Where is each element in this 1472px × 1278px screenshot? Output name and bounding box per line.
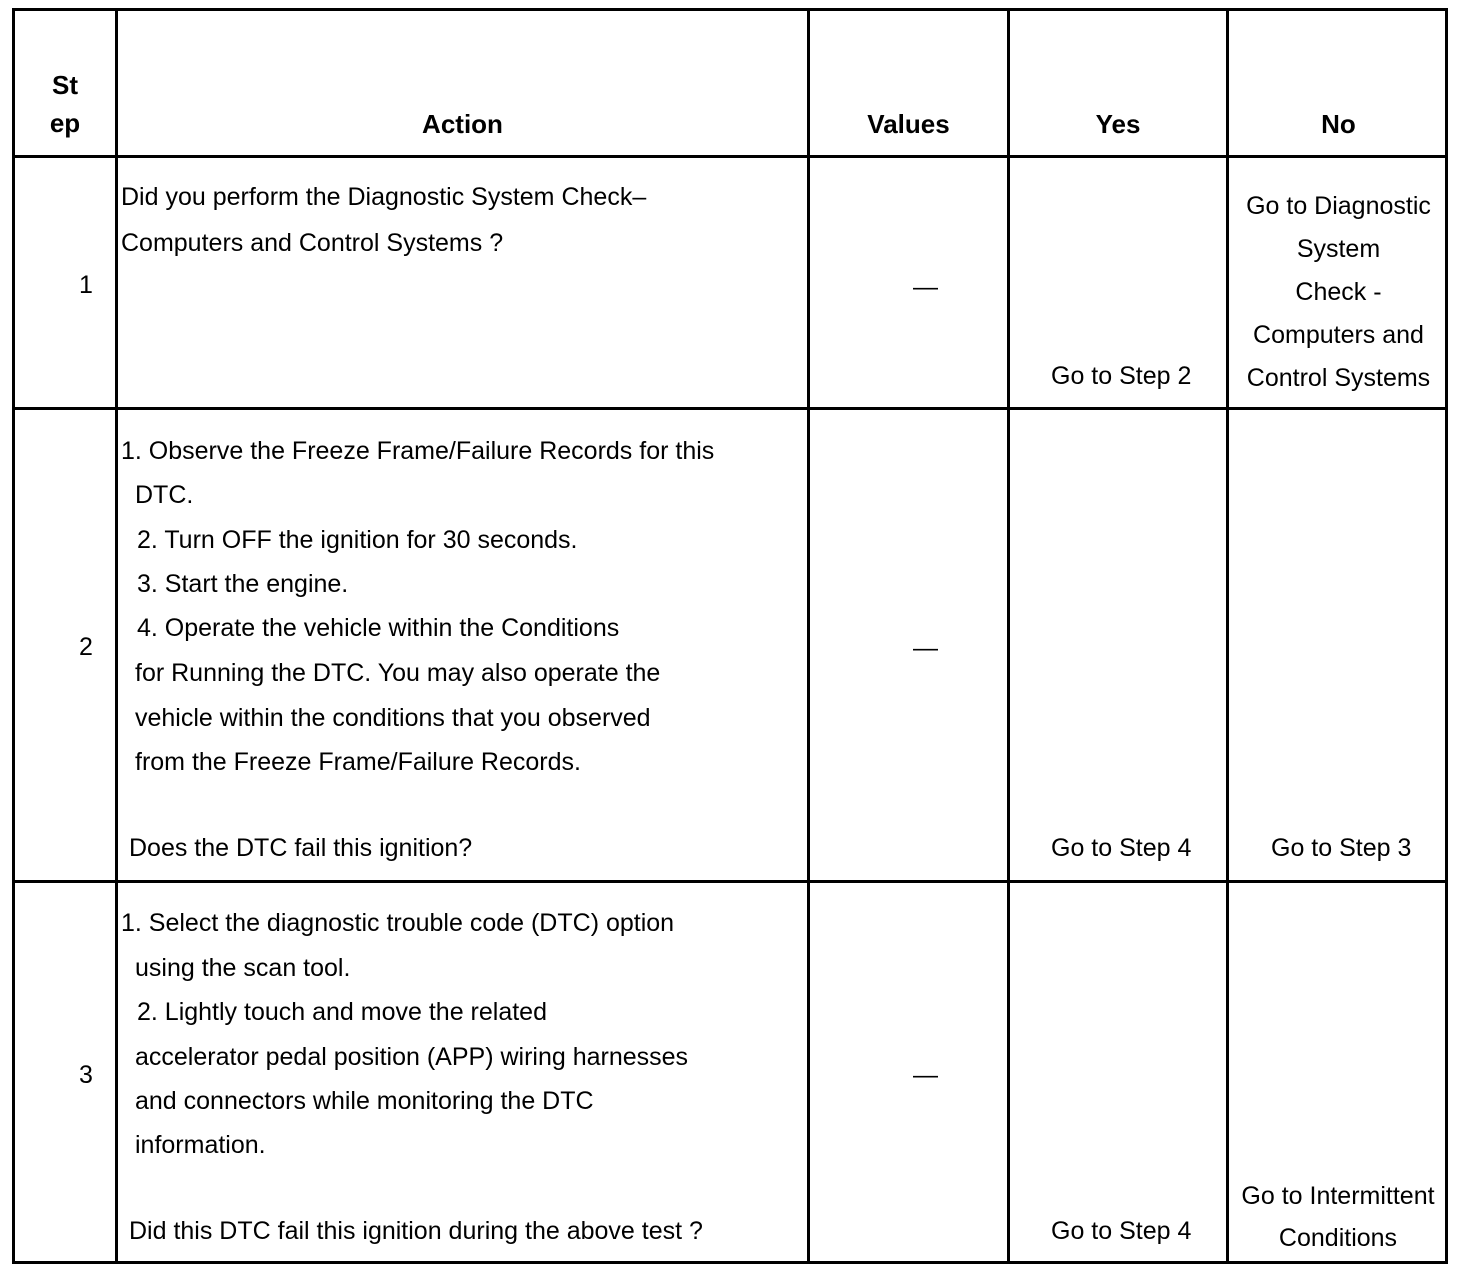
no-target [1229,185,1448,400]
no-target-line: Go to Intermittent [1241,1182,1435,1210]
yes-target: Go to Step 2 [1051,362,1192,390]
action-question: Does the DTC fail this ignition? [129,834,473,862]
action-line: and connectors while monitoring the DTC [135,1087,594,1115]
value-dash: — [913,273,938,301]
step-number: 1 [79,271,93,299]
yes-target: Go to Step 4 [1051,834,1192,862]
no-target-line: Conditions [1278,1224,1398,1252]
action-line: for Running the DTC. You may also operate the [135,659,661,687]
action-line: 2. Lightly touch and move the related [137,998,547,1026]
value-dash: — [913,634,938,662]
column-divider [1007,11,1010,1261]
no-target-line: System [1296,235,1381,263]
no-target-line: Computers and [1253,321,1424,349]
yes-target: Go to Step 4 [1051,1217,1192,1245]
column-divider [807,11,810,1261]
action-line: 2. Turn OFF the ignition for 30 seconds. [137,526,578,554]
action-line: 1. Observe the Freeze Frame/Failure Records for this [121,437,715,465]
action-line: 1. Select the diagnostic trouble code (DTC) option [121,909,675,937]
step-number: 3 [79,1061,93,1089]
header-yes: Yes [1095,109,1141,139]
row-divider [15,407,1445,410]
diagnostic-table [12,8,1448,1264]
no-target: Go to Step 3 [1271,834,1412,862]
column-divider [115,11,118,1261]
header-values: Values [867,109,950,139]
header-step [15,71,115,137]
no-target [1227,1175,1449,1259]
action-line: Computers and Control Systems ? [121,229,504,257]
value-dash: — [913,1061,938,1089]
no-target-line: Go to Diagnostic [1246,192,1431,220]
action-line: Did you perform the Diagnostic System Check– [121,183,647,211]
row-divider [15,155,1445,158]
action-line: DTC. [135,481,194,509]
action-line: information. [135,1131,266,1159]
action-line: 3. Start the engine. [137,570,349,598]
no-target-line: Check - [1295,278,1382,306]
action-line: using the scan tool. [135,954,351,982]
header-step-line: ep [49,108,81,138]
header-no: No [1321,109,1356,139]
action-line: vehicle within the conditions that you observed [135,704,651,732]
no-target-line: Control Systems [1246,364,1431,392]
action-line: 4. Operate the vehicle within the Conditions [137,614,620,642]
step-number: 2 [79,633,93,661]
header-action: Action [422,109,503,139]
action-line: accelerator pedal position (APP) wiring harnesses [135,1043,689,1071]
action-line: from the Freeze Frame/Failure Records. [135,748,581,776]
action-question: Did this DTC fail this ignition during the above test ? [129,1217,703,1245]
row-divider [15,880,1445,883]
header-step-line: St [52,70,78,100]
